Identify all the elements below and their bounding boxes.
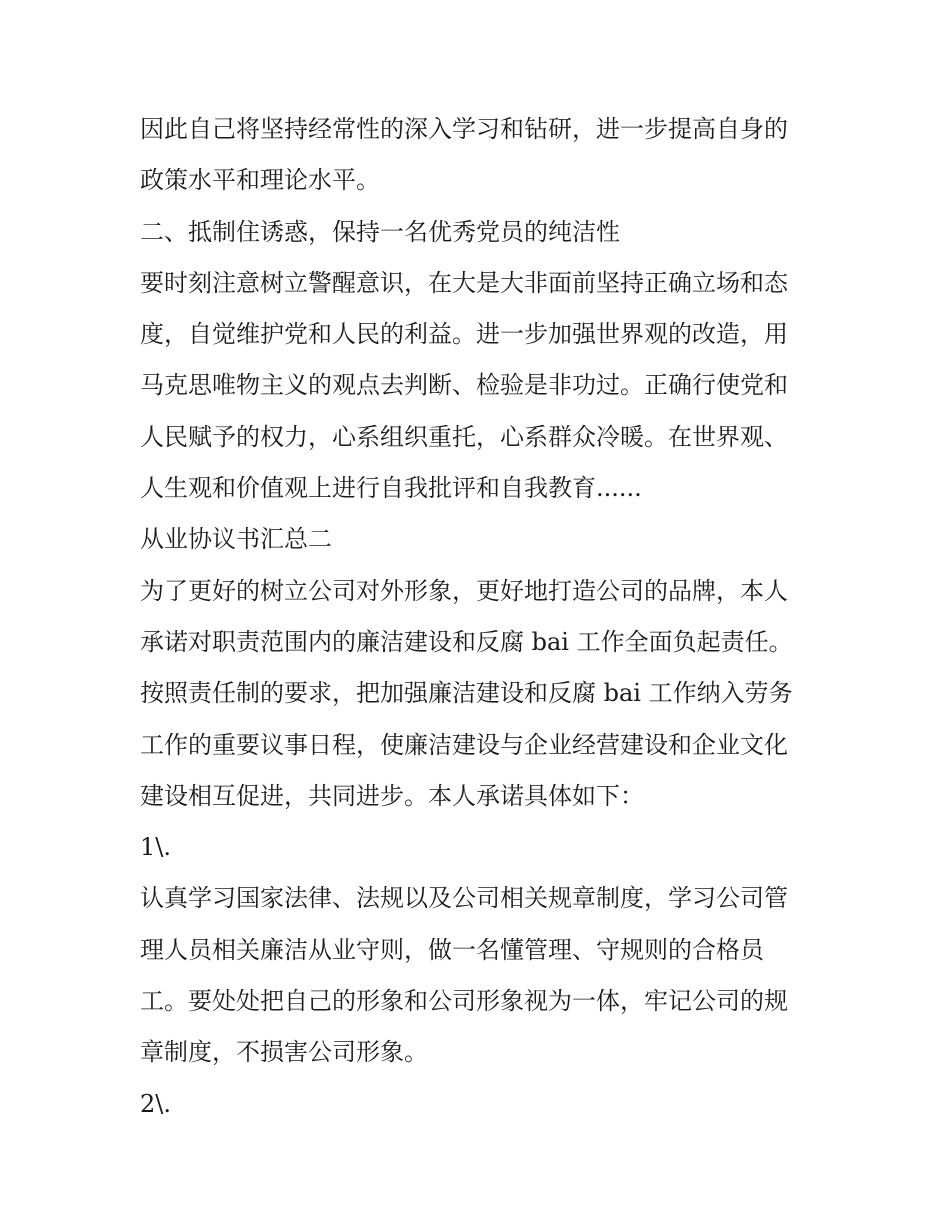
section-heading: 二、抵制住诱惑，保持一名优秀党员的纯洁性 — [140, 217, 620, 246]
text-line: 理人员相关廉洁从业守则，做一名懂管理、守规则的合格员 — [140, 935, 764, 964]
text-line: 建设相互促进，共同进步。本人承诺具体如下： — [140, 781, 644, 810]
text-line: 工作的重要议事日程，使廉洁建设与企业经营建设和企业文化 — [140, 730, 788, 759]
text-line: 认真学习国家法律、法规以及公司相关规章制度，学习公司管 — [140, 884, 788, 913]
text-line: 工。要处处把自己的形象和公司形象视为一体，牢记公司的规 — [140, 987, 788, 1016]
text-line: 要时刻注意树立警醒意识，在大是大非面前坚持正确立场和态 — [140, 268, 788, 297]
text-line: 人民赋予的权力，心系组织重托，心系群众冷暖。在世界观、 — [140, 422, 788, 451]
document-body — [140, 104, 820, 1130]
text-line: 承诺对职责范围内的廉洁建设和反腐 bai 工作全面负起责任。 — [140, 627, 793, 656]
text-line: 政策水平和理论水平。 — [140, 166, 380, 195]
text-line: 马克思唯物主义的观点去判断、检验是非功过。正确行使党和 — [140, 371, 788, 400]
text-line: 度，自觉维护党和人民的利益。进一步加强世界观的改造，用 — [140, 320, 788, 349]
text-line: 因此自己将坚持经常性的深入学习和钻研，进一步提高自身的 — [140, 115, 788, 143]
list-number: 1\. — [140, 833, 171, 862]
list-number: 2\. — [140, 1089, 171, 1118]
text-line: 人生观和价值观上进行自我批评和自我教育...... — [140, 474, 642, 503]
text-line: 章制度，不损害公司形象。 — [140, 1038, 428, 1067]
section-title: 从业协议书汇总二 — [140, 525, 332, 554]
text-line: 按照责任制的要求，把加强廉洁建设和反腐 bai 工作纳入劳务 — [140, 679, 793, 708]
text-line: 为了更好的树立公司对外形象，更好地打造公司的品牌，本人 — [140, 576, 788, 605]
